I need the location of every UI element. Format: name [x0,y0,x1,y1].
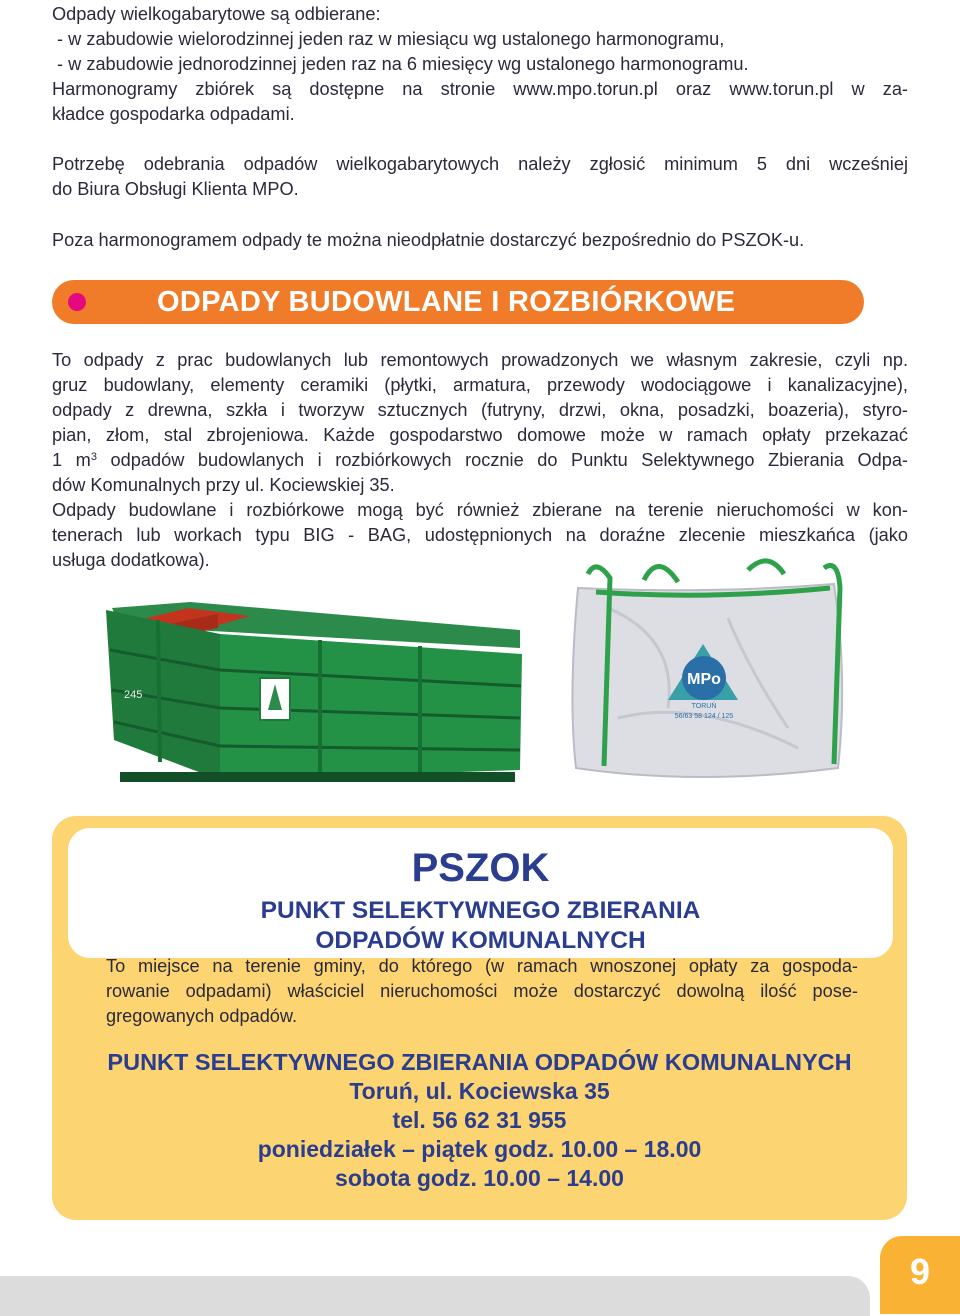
pszok-hours-saturday: sobota godz. 10.00 – 14.00 [335,1165,624,1191]
pszok-delivery-paragraph [52,228,908,253]
page-number-tab [880,1236,960,1314]
intro-line: - w zabudowie jednorodzinnej jeden raz na 6 miesięcy wg ustalonego harmonogramu. [52,54,749,74]
body-line: usługa dodatkowa). [52,550,210,570]
body-line: dów Komunalnych przy ul. Kociewskiej 35. [52,475,395,495]
construction-waste-paragraph [52,348,908,573]
footer-strip [0,1276,870,1316]
intro-paragraph [52,2,908,127]
bigbag-phone-text: 56/63 58 124 / 125 [674,713,734,720]
intro-line: Harmonogramy zbiórek są dostępne na stronie www.mpo.torun.pl oraz www.torun.pl w za- [52,79,908,99]
container-image [100,590,530,790]
intro-line: kładce gospodarka odpadami. [52,104,295,124]
intro-line: - w zabudowie wielorodzinnej jeden raz w miesiącu wg ustalonego harmonogramu, [52,29,725,49]
page-number: 9 [909,1251,931,1292]
pszok-desc-line: gregowanych odpadów. [106,1006,298,1026]
pszok-info-heading: PUNKT SELEKTYWNEGO ZBIERANIA ODPADÓW KOMUNALNYCH [107,1049,852,1075]
pszok-title: PSZOK [411,846,550,890]
notice-paragraph [52,152,908,202]
bullet-dot-icon [68,293,86,311]
unit-exponent: 3 [90,451,97,463]
section-banner [52,280,864,324]
bigbag-image [548,548,852,790]
pszok-subtitle: ODPADÓW KOMUNALNYCH [315,927,646,954]
body-line: gruz budowlany, elementy ceramiki (płytki, armatura, przewody wodociągowe i kanalizacyjne), [52,375,908,395]
delivery-line: Poza harmonogramem odpady te można nieodpłatnie dostarczyć bezpośrednio do PSZOK-u. [52,230,805,250]
body-line: odpady z drewna, szkła i tworzyw sztucznych (futryny, drzwi, okna, posadzki, boazeria), styro- [52,400,908,420]
pszok-hours-weekdays: poniedziałek – piątek godz. 10.00 – 18.00 [257,1136,702,1162]
bigbag-logo-text: MPo [687,671,721,688]
bigbag-city-text: TORUŃ [691,703,717,710]
unit-text: 1 m [52,450,91,470]
pszok-info-box [52,816,907,1220]
body-line: tenerach lub workach typu BIG - BAG, udostępnionych na doraźne zlecenie mieszkańca (jako [52,525,908,545]
section-title: ODPADY BUDOWLANE I ROZBIÓRKOWE [157,286,736,318]
intro-line: Odpady wielkogabarytowe są odbierane: [52,4,381,24]
body-line: Odpady budowlane i rozbiórkowe mogą być również zbierane na terenie nieruchomości w kon- [52,500,908,520]
pszok-desc-line: rowanie odpadami) właściciel nieruchomości może dostarczyć dowolną ilość pose- [106,981,858,1001]
pszok-header-card [68,828,893,958]
pszok-phone: tel. 56 62 31 955 [392,1107,567,1133]
notice-line: do Biura Obsługi Klienta MPO. [52,179,299,199]
pszok-address: Toruń, ul. Kociewska 35 [349,1078,610,1104]
body-line-rest: odpadów budowlanych i rozbiórkowych rocznie do Punktu Selektywnego Zbierania Odpa- [96,450,908,470]
pszok-subtitle: PUNKT SELEKTYWNEGO ZBIERANIA [260,897,701,924]
body-line [52,448,908,473]
notice-line: Potrzebę odebrania odpadów wielkogabarytowych należy zgłosić minimum 5 dni wcześniej [52,154,908,174]
pszok-description [106,954,858,1029]
body-line: pian, złom, stal zbrojeniowa. Każde gospodarstwo domowe może w ramach opłaty przekazać [52,425,908,445]
container-number: 245 [124,689,143,701]
pszok-desc-line: To miejsce na terenie gminy, do którego (w ramach wnoszonej opłaty za gospoda- [106,956,858,976]
body-line: To odpady z prac budowlanych lub remontowych prowadzonych we własnym zakresie, czyli np. [52,350,908,370]
